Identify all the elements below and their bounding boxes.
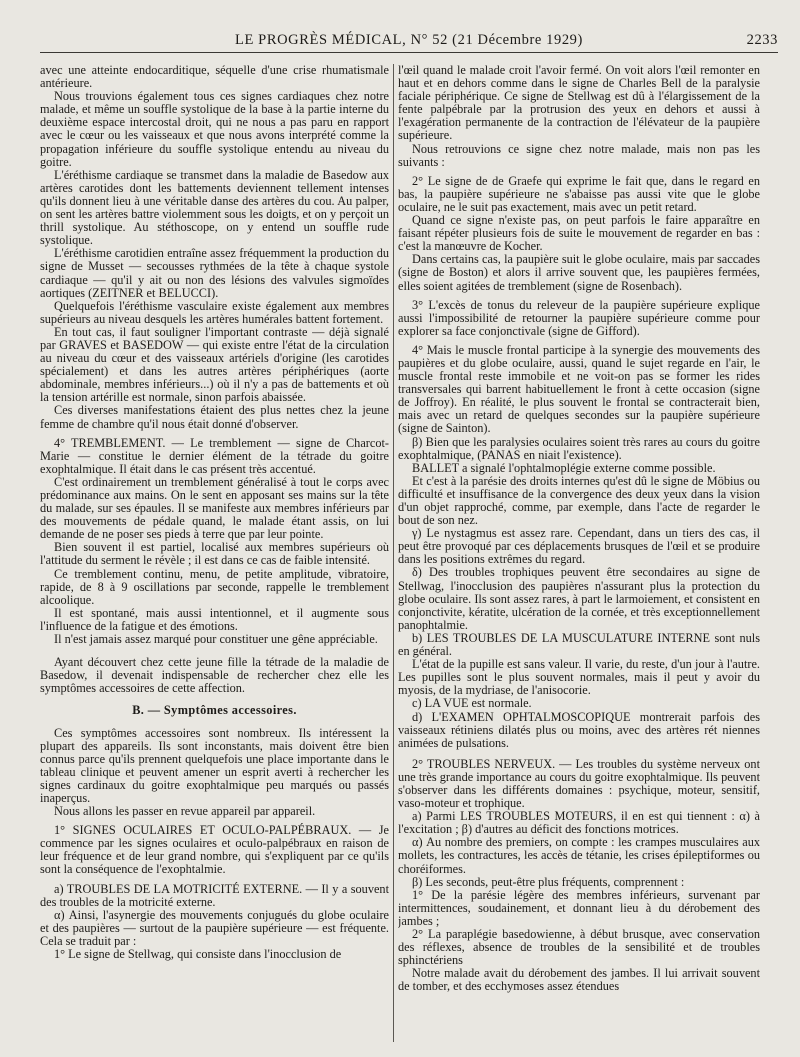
paragraph: Il est spontané, mais aussi intentionnel, et il augmente sous l'influence de la fatigue et des émotions.	[40, 605, 389, 633]
paragraph: Il n'est jamais assez marqué pour constituer une gêne appréciable.	[54, 632, 378, 647]
paragraph: Nous allons les passer en revue appareil par appareil.	[54, 804, 316, 819]
paragraph: Quand ce signe n'existe pas, on peut parfois le faire apparaître en faisant répéter plusieurs fois de suite le mouvement de regarder en bas : c'est la manœuvre de Kocher.	[398, 213, 760, 254]
paragraph: Notre malade avait du dérobement des jambes. Il lui arrivait souvent de tomber, et des ecchymoses assez étendues	[398, 966, 760, 994]
paragraph: Ayant découvert chez cette jeune fille la tétrade de la maladie de Basedow, il devenait indispensable de rechercher chez elle les symptômes accessoires de cette affection.	[40, 655, 389, 696]
paragraph: c) LA VUE est normale.	[412, 696, 532, 711]
paragraph: L'éréthisme carotidien entraîne assez fréquemment la production du signe de Musset — secousses rythmées de la tête à chaque systole cardiaque — qu'il y ait ou non des lésions des valvules sigmoïdes aortiques (ZEITNER et BELUCCI).	[40, 246, 389, 300]
running-header	[40, 30, 778, 53]
paragraph: Et c'est à la parésie des droits internes qu'est dû le signe de Möbius ou difficulté et insuffisance de la convergence des deux yeux dans la vision d'un objet rapproché, comme, par exemple, dans l'acte de regarder le bout de son nez.	[398, 473, 760, 528]
paragraph: β) Bien que les paralysies oculaires soient très rares au cours du goitre exophtalmique, (PANAS en niait l'existence).	[398, 434, 760, 462]
paragraph: Dans certains cas, la paupière suit le globe oculaire, mais par saccades (signe de Boston) et alors il arrive souvent que, les paupières fermées, elles soient agitées de tremblement (signe de Rosenbach).	[398, 252, 760, 293]
paragraph: Ces symptômes accessoires sont nombreux. Ils intéressent la plupart des appareils. Ils sont inconstants, mais doivent être bien connus parce qu'ils prennent quelquefois une place importante dans le tableau clinique et peuvent amener un esprit averti à rechercher les signes cardinaux du goitre exophtalmique peu marqués ou passés inaperçus.	[40, 725, 389, 805]
paragraph: l'œil quand le malade croit l'avoir fermé. On voit alors l'œil remonter en haut et en dehors comme dans le signe de Charles Bell de la paralysie faciale périphérique. Ce signe de Stellwag est dû à l'élargissement de la fente palpébrale par la protrusion des yeux en dehors et aussi à l'exagération permanente de la contraction de l'élévateur de la paupière supérieure.	[398, 64, 760, 143]
paragraph: avec une atteinte endocarditique, séquelle d'une crise rhumatismale antérieure.	[40, 64, 389, 91]
paragraph: L'état de la pupille est sans valeur. Il varie, du reste, d'un jour à l'autre. Les pupilles sont le plus souvent normales, mais il peut y avoir du myosis, de la mydriase, de l'anisocorie.	[398, 657, 760, 698]
paragraph: Ce tremblement continu, menu, de petite amplitude, vibratoire, rapide, de 8 à 9 oscillations par seconde, rappelle le tremblement alcoolique.	[40, 566, 389, 607]
paragraph: b) LES TROUBLES DE LA MUSCULATURE INTERNE sont nuls en général.	[398, 630, 760, 659]
column-divider	[393, 64, 394, 1042]
paragraph: α) Au nombre des premiers, on compte : les crampes musculaires aux mollets, les contractures, les accès de tétanie, les crises épileptiformes ou choréiformes.	[398, 835, 760, 876]
paragraph: α) Ainsi, l'asynergie des mouvements conjugués du globe oculaire et des paupières — surtout de la paupière supérieure — est fréquente. Cela se traduit par :	[40, 907, 389, 948]
paragraph: Quelquefois l'éréthisme vasculaire existe également aux membres supérieurs au niveau desquels les artères humérales battent fortement.	[40, 298, 389, 326]
paragraph: BALLET a signalé l'ophtalmoplégie externe comme possible.	[412, 460, 716, 475]
paragraph: 2° La paraplégie basedowienne, à début brusque, avec conservation des réflexes, absence de troubles de la sensibilité et de troubles sphinctériens	[398, 927, 760, 968]
section-heading: B. — Symptômes accessoires.	[132, 703, 297, 718]
paragraph: Bien souvent il est partiel, localisé aux membres supérieurs où l'attitude du serment le révèle ; il est dans ce cas de faible intensité.	[40, 540, 389, 568]
paragraph: a) TROUBLES DE LA MOTRICITÉ EXTERNE. — Il y a souvent des troubles de la motricité externe.	[40, 881, 389, 909]
paragraph: C'est ordinairement un tremblement généralisé à tout le corps avec prédominance aux mains. On le sent en apposant ses mains sur la tête du malade, sur ses épaules. Il se manifeste aux membres inférieurs par des mouvements de pédale quand, le malade étant assis, on lui demande de ne poser ses pieds à terre que par leur pointe.	[40, 474, 389, 542]
paragraph: 4° TREMBLEMENT. — Le tremblement — signe de Charcot-Marie — constitue le dernier élément de la tétrade du goitre exophtalmique. Il était dans le cas présent très accentué.	[40, 435, 389, 476]
paragraph: δ) Des troubles trophiques peuvent être secondaires au signe de Stellwag, l'inocclusion des paupières n'assurant plus la protection du globe oculaire. Ils sont assez rares, à part le larmoiement, et consistent en conjonctivite, kératite, ulcération de la cornée, et très exceptionnellement panophtalmie.	[398, 565, 760, 632]
paragraph: γ) Le nystagmus est assez rare. Cependant, dans un tiers des cas, il peut être provoqué par ces déplacements brusques de l'œil et se produire dans les positions extrêmes du regard.	[398, 526, 760, 567]
right-column	[398, 64, 760, 1049]
paragraph: d) L'EXAMEN OPHTALMOSCOPIQUE montrerait parfois des vaisseaux rétiniens dilatés plus ou moins, avec des artères rét niennes animées de pulsations.	[398, 709, 760, 750]
left-column	[40, 64, 389, 1049]
paragraph: 4° Mais le muscle frontal participe à la synergie des mouvements des paupières et du globe oculaire, aussi, quand le sujet regarde en l'air, le muscle frontal reste immobile et ne voit-on pas se former les rides transversales qui barrent habituellement le front à cette occasion (signe de Joffroy). En réalité, le plus souvent le frontal se contracterait bien, mais avec un retard de quelques secondes sur la paupière supérieure (signe de Sainton).	[398, 342, 760, 436]
paragraph: 1° SIGNES OCULAIRES ET OCULO-PALPÉBRAUX. — Je commence par les signes oculaires et oculo-palpébraux en raison de leur fréquence et de leur grand nombre, qui s'expliquent par ce qu'ils sont la conséquence de l'exophtalmie.	[40, 823, 389, 877]
paragraph: 2° Le signe de de Graefe qui exprime le fait que, dans le regard en bas, la paupière supérieure ne s'abaisse pas aussi vite que le globe oculaire, ne le suit pas exactement, mais avec un petit retard.	[398, 173, 760, 214]
paragraph: 1° Le signe de Stellwag, qui consiste dans l'inocclusion de	[54, 947, 342, 961]
paragraph: 2° TROUBLES NERVEUX. — Les troubles du système nerveux ont une très grande importance au cours du goitre exophtalmique. Ils peuvent s'observer dans les différents domaines : psychique, moteur, sensitif, vaso-moteur et trophique.	[398, 756, 760, 811]
paragraph: En tout cas, il faut souligner l'important contraste — déjà signalé par GRAVES et BASEDOW — qui existe entre l'état de la circulation au niveau du cœur et des vaisseaux artériels d'origine (les carotides spécialement) et dans les autres artères périphériques (aorte abdominale, membres inférieurs...) où il n'y a pas de battements et où la tension artérille est normale, sinon parfois abaissée.	[40, 324, 389, 405]
paragraph: Nous trouvions également tous ces signes cardiaques chez notre malade, et même un souffle systolique de la base à la partie interne du deuxième espace intercostal droit, qui ne nous a pas paru en rapport avec le cœur ou les vaisseaux et que nous avons interprété comme la propagation inférieure du souffle systolique entendu au niveau du goitre.	[40, 89, 389, 169]
paragraph: L'éréthisme cardiaque se transmet dans la maladie de Basedow aux artères carotides dont les battements deviennent tellement intenses qu'ils donnent lieu à une véritable danse des artères du cou. Au palper, on sent les artères battre violemment sous les doigts, et on y perçoit un thrill systolique. Au stéthoscope, on y entend un souffle rude systolique.	[40, 167, 389, 248]
journal-title: LE PROGRÈS MÉDICAL, N° 52 (21 Décembre 1929)	[235, 32, 583, 48]
page-number: 2233	[746, 32, 778, 48]
paragraph: 3° L'excès de tonus du releveur de la paupière supérieure explique aussi l'impossibilité de retourner la paupière supérieure comme pour explorer sa face conjonctivale (signe de Gifford).	[398, 297, 760, 338]
paragraph: a) Parmi LES TROUBLES MOTEURS, il en est qui tiennent : α) à l'excitation ; β) d'autres au déficit des fonctions motrices.	[398, 809, 760, 837]
paragraph: 1° De la parésie légère des membres inférieurs, survenant par intermittences, soudainement, et donnant lieu à du dérobement des jambes ;	[398, 887, 760, 928]
paragraph: Ces diverses manifestations étaient des plus nettes chez la jeune femme de chambre qu'il nous était donné d'observer.	[40, 403, 389, 431]
paragraph: Nous retrouvions ce signe chez notre malade, mais non pas les suivants :	[398, 141, 760, 169]
paragraph: β) Les seconds, peut-être plus fréquents, comprennent :	[412, 874, 685, 889]
